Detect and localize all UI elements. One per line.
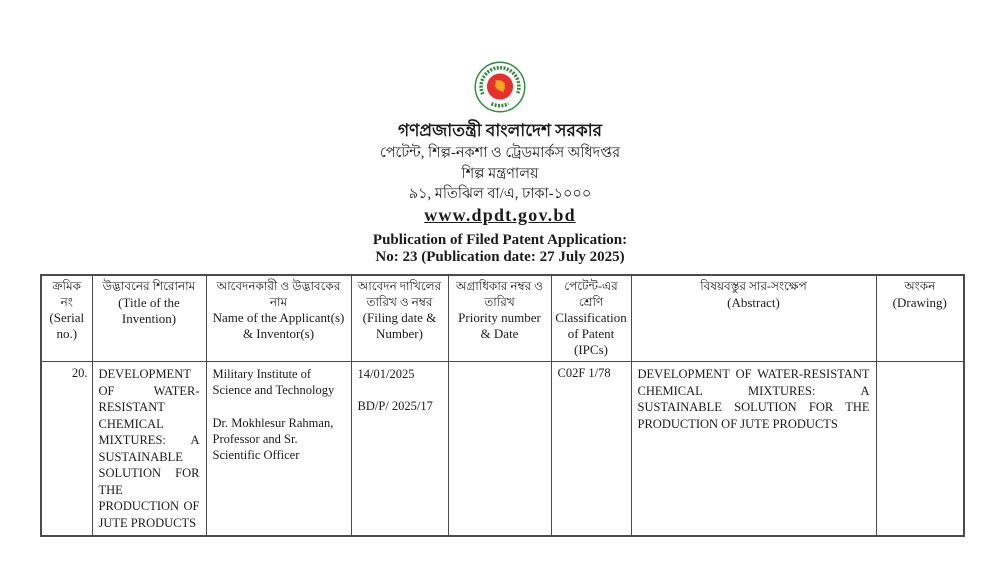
cell-priority [448,362,551,537]
table-row [41,362,964,537]
inventor-name: Dr. Mokhlesur Rahman, Professor and Sr. Scientific Officer [212,415,334,463]
column-header-serial-bn: ক্রমিক নং [52,279,82,309]
address-line: ৯১, মতিঝিল বা/এ, ঢাকা-১০০০ [408,185,592,202]
column-header-abstract [631,275,876,361]
patent-applications-table [40,274,965,537]
column-header-priority [448,275,551,361]
column-header-filing-bn: আবেদন দাখিলের তারিখ ও নম্বর [357,279,442,309]
doc-title-line2: No: 23 (Publication date: 27 July 2025) [375,248,625,265]
government-seal-logo [473,60,527,114]
column-header-classification [551,275,631,361]
column-header-drawing-en: (Drawing) [892,294,947,310]
department-name: পেটেন্ট, শিল্প-নকশা ও ট্রেডমার্কস অধিদপ্তর [379,145,621,162]
column-header-serial [41,275,92,361]
column-header-abstract-bn: বিষয়বস্তুর সার-সংক্ষেপ [700,279,807,294]
column-header-classification-bn: পেটেন্ট-এর শ্রেণি [564,279,618,309]
column-header-priority-en: Priority number & Date [458,310,541,342]
column-header-applicant-bn: আবেদনকারী ও উদ্ভাবকের নাম [216,279,341,309]
ministry-name: শিল্প মন্ত্রণালয় [461,165,539,182]
cell-invention-title: DEVELOPMENT OF WATER-RESISTANT CHEMICAL MIXTURES: A SUSTAINABLE SOLUTION FOR THE PRODUCTION OF JUTE PRODUCTS [92,362,206,537]
filing-number: BD/P/ 2025/17 [357,399,433,414]
doc-title [373,232,627,266]
cell-serial-no: 20. [41,362,92,537]
column-header-filing [351,275,448,361]
cell-abstract: DEVELOPMENT OF WATER-RESISTANT CHEMICAL MIXTURES: A SUSTAINABLE SOLUTION FOR THE PRODUCTION OF JUTE PRODUCTS [631,362,876,537]
column-header-applicant-en: Name of the Applicant(s) & Inventor(s) [212,310,345,342]
cell-classification: C02F 1/78 [551,362,631,537]
org-name: গণপ্রজাতন্ত্রী বাংলাদেশ সরকার [397,121,603,140]
column-header-priority-bn: অগ্রাধিকার নম্বর ও তারিখ [455,279,544,309]
applicant-name: Military Institute of Science and Technology [212,367,335,398]
column-header-applicant [206,275,351,361]
website-link[interactable]: www.dpdt.gov.bd [424,204,576,225]
column-header-drawing-bn: অংকন [904,279,936,294]
column-header-title-en: (Title of the Invention) [118,294,180,326]
column-header-filing-en: (Filing date & Number) [362,310,437,342]
cell-filing-date-number [351,362,448,537]
column-header-abstract-en: (Abstract) [727,294,780,310]
cell-applicant-inventor [206,362,351,537]
column-header-title [92,275,206,361]
column-header-title-bn: উদ্ভাবনের শিরোনাম [102,279,196,294]
cell-drawing [876,362,964,537]
column-header-classification-en: Classification of Patent (IPCs) [555,310,627,358]
column-header-serial-en: (Serial no.) [49,310,85,342]
doc-title-line1: Publication of Filed Patent Application: [372,231,628,248]
document-header [0,0,1000,265]
column-header-drawing [876,275,964,361]
filing-date: 14/01/2025 [357,367,415,382]
table-header-row [41,275,964,361]
